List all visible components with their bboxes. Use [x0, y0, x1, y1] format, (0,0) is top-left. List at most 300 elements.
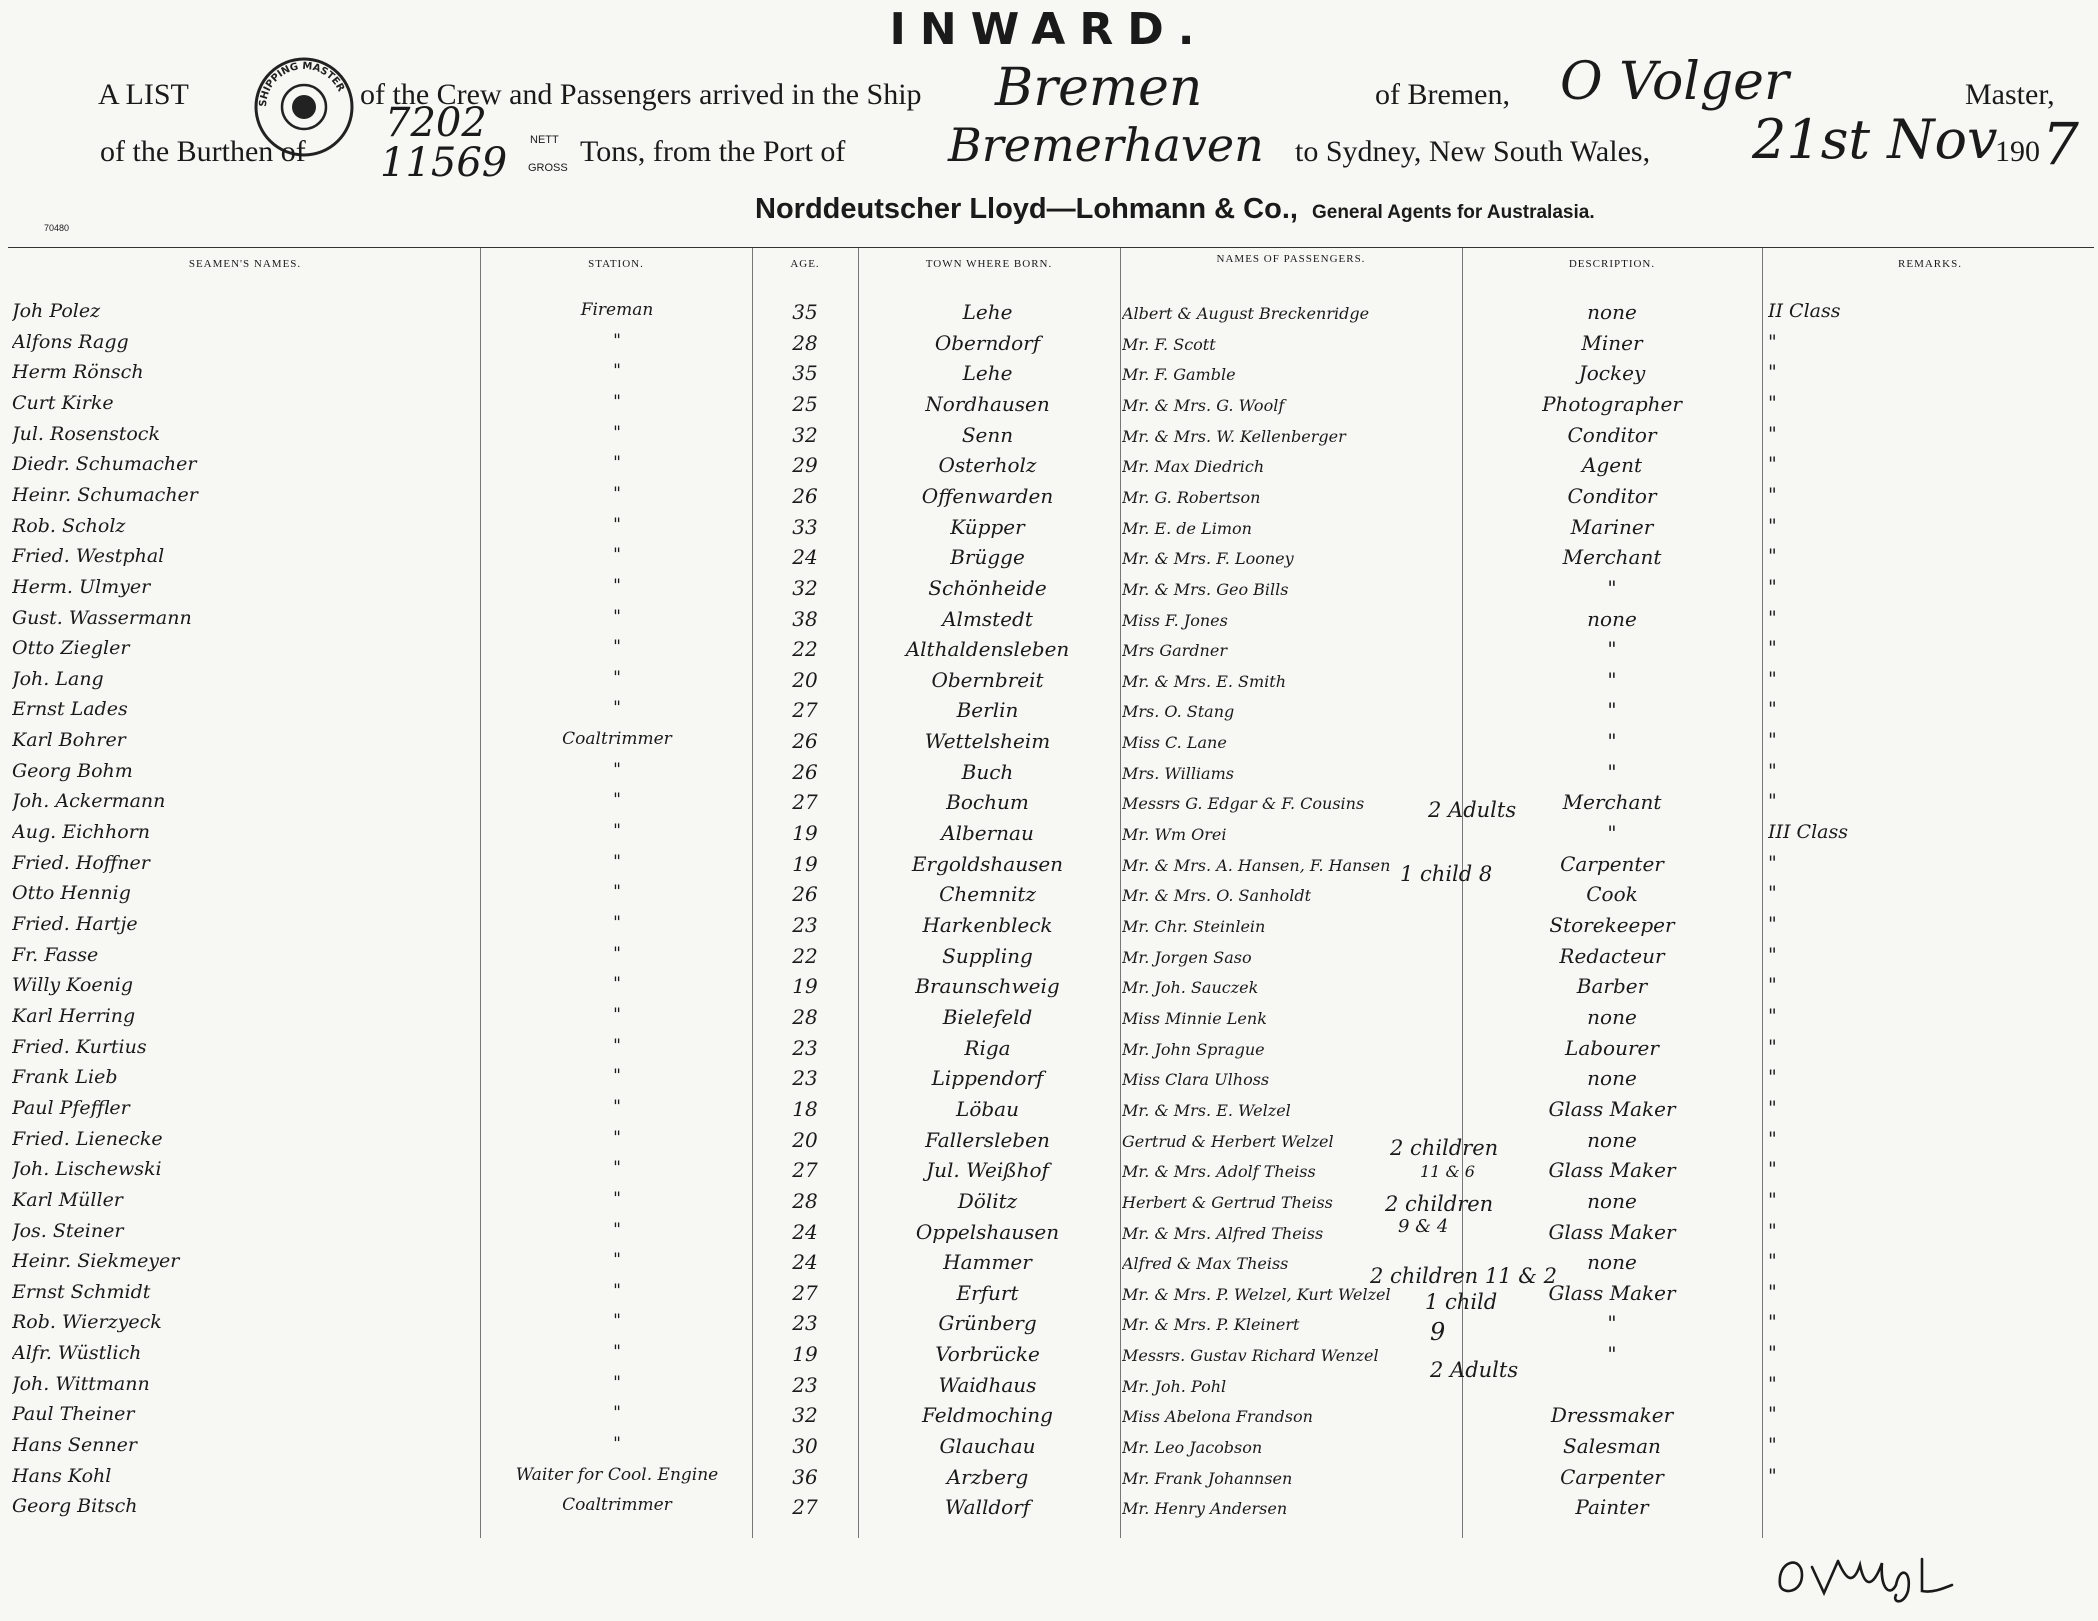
passenger-description: "	[1607, 1342, 1617, 1366]
passenger-description: "	[1607, 760, 1617, 784]
remark: "	[1768, 944, 1777, 966]
passenger-name: Mr. G. Robertson	[1122, 488, 1261, 507]
town-born: Brügge	[950, 545, 1025, 569]
seaman-name: Joh. Ackermann	[12, 790, 166, 812]
passenger-name: Mrs. O. Stang	[1122, 702, 1235, 721]
age: 26	[792, 760, 818, 784]
station: "	[613, 607, 621, 627]
age: 24	[792, 545, 818, 569]
town-born: Osterholz	[938, 453, 1037, 477]
ship-name: Bremen	[995, 58, 1203, 118]
agents-line	[755, 193, 1595, 226]
nett-label: NETT	[530, 134, 559, 146]
passenger-name: Mr. & Mrs. P. Kleinert	[1122, 1315, 1300, 1334]
seaman-name: Curt Kirke	[12, 392, 114, 414]
seaman-name: Fried. Hartje	[12, 913, 138, 935]
town-born: Almstedt	[942, 607, 1033, 631]
seaman-name: Heinr. Schumacher	[12, 484, 198, 506]
master-signature	[1772, 1545, 1972, 1605]
remark: "	[1768, 423, 1777, 445]
age: 20	[792, 668, 818, 692]
passenger-name: Mr. Jorgen Saso	[1122, 948, 1252, 967]
seaman-name: Frank Lieb	[12, 1066, 118, 1088]
age: 30	[792, 1434, 818, 1458]
town-born: Obernbreit	[931, 668, 1044, 692]
station: "	[613, 576, 621, 596]
passenger-description: Merchant	[1562, 790, 1662, 814]
station: "	[613, 453, 621, 473]
station: "	[613, 1189, 621, 1209]
passenger-name: Mr. & Mrs. E. Welzel	[1122, 1101, 1291, 1120]
town-born: Berlin	[956, 698, 1019, 722]
town-born: Braunschweig	[915, 974, 1060, 998]
remark: "	[1768, 607, 1777, 629]
year-suffix: 7	[2042, 110, 2079, 178]
town-born: Harkenbleck	[922, 913, 1053, 937]
town-born: Bielefeld	[942, 1005, 1033, 1029]
passenger-name: Miss Abelona Frandson	[1122, 1407, 1313, 1426]
note-child: 1 child 8	[1400, 862, 1493, 886]
seaman-name: Heinr. Siekmeyer	[12, 1250, 180, 1272]
age: 29	[792, 453, 818, 477]
passenger-description: Glass Maker	[1548, 1158, 1676, 1182]
passenger-description: "	[1607, 1311, 1617, 1335]
station: "	[613, 392, 621, 412]
port-name: Bremerhaven	[948, 118, 1264, 172]
passenger-name: Mr. F. Scott	[1122, 335, 1216, 354]
age: 28	[792, 1189, 818, 1213]
gross-tons: 11569	[380, 140, 508, 186]
passenger-name: Herbert & Gertrud Theiss	[1122, 1193, 1333, 1212]
town-born: Löbau	[956, 1097, 1019, 1121]
passenger-name: Mr. & Mrs. Adolf Theiss	[1122, 1162, 1316, 1181]
passenger-name: Mr. & Mrs. A. Hansen, F. Hansen	[1122, 856, 1391, 875]
seaman-name: Otto Hennig	[12, 882, 131, 904]
seaman-name: Aug. Eichhorn	[12, 821, 151, 843]
age: 32	[792, 1403, 818, 1427]
seaman-name: Fried. Hoffner	[12, 852, 150, 874]
note-children: 2 children	[1390, 1136, 1499, 1160]
note-adults: 2 Adults	[1428, 798, 1517, 822]
note-children-ages: 9 & 4	[1398, 1216, 1449, 1237]
town-born: Nordhausen	[925, 392, 1050, 416]
station: "	[613, 1403, 621, 1423]
remark: "	[1768, 331, 1777, 353]
town-born: Arzberg	[946, 1465, 1029, 1489]
town-born: Offenwarden	[921, 484, 1054, 508]
seaman-name: Hans Senner	[12, 1434, 137, 1456]
remark: "	[1768, 1311, 1777, 1333]
seaman-name: Joh. Lang	[12, 668, 104, 690]
passenger-name: Mr. Henry Andersen	[1122, 1499, 1288, 1518]
town-born: Chemnitz	[939, 882, 1036, 906]
remark: "	[1768, 1005, 1777, 1027]
age: 28	[792, 1005, 818, 1029]
note-children: 2 children	[1385, 1192, 1494, 1216]
remark: "	[1768, 1066, 1777, 1088]
station: Waiter for Cool. Engine	[515, 1465, 719, 1485]
station: "	[613, 821, 621, 841]
remark: "	[1768, 484, 1777, 506]
age: 22	[792, 637, 818, 661]
town-born: Dölitz	[957, 1189, 1018, 1213]
age: 32	[792, 423, 818, 447]
remark: "	[1768, 1342, 1777, 1364]
age: 23	[792, 913, 818, 937]
town-born: Oppelshausen	[915, 1220, 1060, 1244]
passenger-description: "	[1607, 729, 1617, 753]
station: "	[613, 1036, 621, 1056]
age: 26	[792, 484, 818, 508]
seaman-name: Georg Bohm	[12, 760, 133, 782]
station: "	[613, 882, 621, 902]
town-born: Jul. Weißhof	[926, 1158, 1049, 1182]
remark: "	[1768, 392, 1777, 414]
remark: "	[1768, 1465, 1777, 1487]
seaman-name: Rob. Scholz	[12, 515, 126, 537]
col-divider	[1120, 248, 1121, 1538]
passenger-name: Mr. Joh. Sauczek	[1122, 978, 1259, 997]
seaman-name: Diedr. Schumacher	[12, 453, 197, 475]
remark: III Class	[1768, 821, 1848, 843]
passenger-description: Photographer	[1542, 392, 1682, 416]
remark: "	[1768, 545, 1777, 567]
passenger-name: Mr. & Mrs. F. Looney	[1122, 549, 1294, 568]
passenger-description: "	[1607, 668, 1617, 692]
passenger-name: Messrs G. Edgar & F. Cousins	[1122, 794, 1365, 813]
passenger-name: Alfred & Max Theiss	[1122, 1254, 1289, 1273]
age: 23	[792, 1036, 818, 1060]
remark: "	[1768, 698, 1777, 720]
age: 27	[792, 790, 818, 814]
ship-registry: of Bremen,	[1375, 78, 1510, 111]
age: 20	[792, 1128, 818, 1152]
seaman-name: Fried. Lienecke	[12, 1128, 163, 1150]
note-child-age: 9	[1430, 1318, 1446, 1346]
passenger-description: "	[1607, 698, 1617, 722]
passenger-name: Mr. & Mrs. W. Kellenberger	[1122, 427, 1346, 446]
form-number: 70480	[44, 223, 70, 233]
passenger-name: Mr. Wm Orei	[1122, 825, 1227, 844]
age: 26	[792, 882, 818, 906]
town-born: Suppling	[942, 944, 1033, 968]
arrival-date: 21st Nov	[1752, 108, 1998, 171]
seaman-name: Fried. Kurtius	[12, 1036, 147, 1058]
remark: "	[1768, 760, 1777, 782]
age: 19	[792, 1342, 818, 1366]
station: "	[613, 790, 621, 810]
passenger-name: Gertrud & Herbert Welzel	[1122, 1132, 1334, 1151]
town-born: Vorbrücke	[935, 1342, 1040, 1366]
station: Fireman	[580, 300, 654, 320]
col-divider	[858, 248, 859, 1538]
burthen-label: of the Burthen of	[100, 135, 306, 168]
station: "	[613, 668, 621, 688]
passenger-description: Agent	[1582, 453, 1642, 477]
remark: "	[1768, 668, 1777, 690]
seaman-name: Gust. Wassermann	[12, 607, 192, 629]
town-born: Küpper	[950, 515, 1025, 539]
passenger-name: Miss Minnie Lenk	[1122, 1009, 1267, 1028]
passenger-description: "	[1607, 576, 1617, 600]
passenger-name: Mr. Leo Jacobson	[1122, 1438, 1263, 1457]
seaman-name: Otto Ziegler	[12, 637, 130, 659]
col-header-remarks: REMARKS.	[1898, 258, 1962, 270]
passenger-name: Miss Clara Ulhoss	[1122, 1070, 1270, 1089]
station: "	[613, 545, 621, 565]
col-divider	[480, 248, 481, 1538]
destination: to Sydney, New South Wales,	[1295, 135, 1651, 168]
passenger-description: Glass Maker	[1548, 1097, 1676, 1121]
station: "	[613, 944, 621, 964]
passenger-name: Miss F. Jones	[1122, 611, 1228, 630]
col-divider	[752, 248, 753, 1538]
passenger-description: Redacteur	[1559, 944, 1665, 968]
passenger-description: Jockey	[1578, 361, 1646, 385]
passenger-description: Conditor	[1567, 484, 1657, 508]
station: "	[613, 1158, 621, 1178]
age: 19	[792, 974, 818, 998]
seaman-name: Alfons Ragg	[12, 331, 129, 353]
passenger-description: Dressmaker	[1550, 1403, 1674, 1427]
seaman-name: Ernst Schmidt	[12, 1281, 151, 1303]
station: "	[613, 331, 621, 351]
age: 19	[792, 852, 818, 876]
age: 38	[792, 607, 818, 631]
seaman-name: Jul. Rosenstock	[12, 423, 160, 445]
table-top-rule	[8, 247, 2094, 248]
town-born: Lehe	[962, 361, 1013, 385]
town-born: Feldmoching	[922, 1403, 1053, 1427]
year-prefix: 190	[1995, 135, 2040, 168]
remark: "	[1768, 1220, 1777, 1242]
col-header-station: STATION.	[588, 258, 644, 270]
passenger-name: Mr. John Sprague	[1122, 1040, 1265, 1059]
header-list-label: A LIST	[98, 78, 189, 111]
remark: "	[1768, 453, 1777, 475]
passenger-name: Mr. & Mrs. E. Smith	[1122, 672, 1287, 691]
seaman-name: Hans Kohl	[12, 1465, 112, 1487]
passenger-name: Mr. & Mrs. P. Welzel, Kurt Welzel	[1122, 1285, 1391, 1304]
station: "	[613, 1128, 621, 1148]
remark: "	[1768, 882, 1777, 904]
passenger-description: Carpenter	[1560, 1465, 1664, 1489]
passenger-name: Albert & August Breckenridge	[1122, 304, 1370, 323]
town-born: Oberndorf	[934, 331, 1041, 355]
nett-tons: 7202	[385, 100, 487, 146]
passenger-name: Mr. Joh. Pohl	[1122, 1377, 1227, 1396]
agents-name: Norddeutscher Lloyd—Lohmann & Co.,	[755, 193, 1298, 225]
station: "	[613, 515, 621, 535]
tons-port-label: Tons, from the Port of	[580, 135, 846, 168]
agents-region: General Agents for Australasia.	[1311, 202, 1595, 223]
town-born: Buch	[961, 760, 1014, 784]
town-born: Riga	[964, 1036, 1011, 1060]
seaman-name: Fried. Westphal	[12, 545, 165, 567]
age: 24	[792, 1250, 818, 1274]
town-born: Ergoldshausen	[911, 852, 1064, 876]
town-born: Grünberg	[938, 1311, 1037, 1335]
seaman-name: Ernst Lades	[12, 698, 128, 720]
seaman-name: Herm. Ulmyer	[12, 576, 151, 598]
town-born: Erfurt	[956, 1281, 1019, 1305]
town-born: Schönheide	[928, 576, 1047, 600]
station: "	[613, 484, 621, 504]
passenger-name: Mr. & Mrs. O. Sanholdt	[1122, 886, 1312, 905]
remark: "	[1768, 1128, 1777, 1150]
remark: "	[1768, 1403, 1777, 1425]
seaman-name: Paul Theiner	[12, 1403, 135, 1425]
town-born: Albernau	[941, 821, 1034, 845]
age: 36	[792, 1465, 818, 1489]
seaman-name: Karl Müller	[12, 1189, 123, 1211]
passenger-description: Carpenter	[1560, 852, 1664, 876]
passenger-description: none	[1587, 1250, 1637, 1274]
town-born: Hammer	[943, 1250, 1032, 1274]
passenger-description: Cook	[1586, 882, 1638, 906]
remark: "	[1768, 913, 1777, 935]
town-born: Bochum	[946, 790, 1029, 814]
remark: "	[1768, 1281, 1777, 1303]
age: 23	[792, 1311, 818, 1335]
seaman-name: Fr. Fasse	[12, 944, 99, 966]
passenger-description: none	[1587, 1189, 1637, 1213]
age: 27	[792, 1495, 818, 1519]
remark: "	[1768, 361, 1777, 383]
col-header-passengers: NAMES OF PASSENGERS.	[1216, 253, 1366, 265]
passenger-description: Glass Maker	[1548, 1281, 1676, 1305]
passenger-description: none	[1587, 607, 1637, 631]
remark: "	[1768, 576, 1777, 598]
remark: II Class	[1768, 300, 1841, 322]
note-child: 1 child	[1425, 1290, 1498, 1314]
station: "	[613, 423, 621, 443]
age: 27	[792, 1281, 818, 1305]
remark: "	[1768, 852, 1777, 874]
station: "	[613, 1250, 621, 1270]
seaman-name: Karl Herring	[12, 1005, 136, 1027]
remark: "	[1768, 1373, 1777, 1395]
station: "	[613, 1005, 621, 1025]
station: "	[613, 1373, 621, 1393]
town-born: Althaldensleben	[905, 637, 1070, 661]
passenger-description: Painter	[1575, 1495, 1649, 1519]
passenger-description: Conditor	[1567, 423, 1657, 447]
col-header-seamen: SEAMEN'S NAMES.	[188, 258, 302, 270]
station: "	[613, 1220, 621, 1240]
seaman-name: Herm Rönsch	[12, 361, 144, 383]
passenger-name: Mr. Frank Johannsen	[1122, 1469, 1293, 1488]
passenger-description: Merchant	[1562, 545, 1662, 569]
age: 27	[792, 698, 818, 722]
age: 23	[792, 1373, 818, 1397]
passenger-description: Miner	[1581, 331, 1643, 355]
header-list-text: of the Crew and Passengers arrived in the Ship	[360, 78, 922, 111]
remark: "	[1768, 729, 1777, 751]
note-children: 2 children 11 & 2	[1370, 1264, 1557, 1288]
seaman-name: Joh. Lischewski	[12, 1158, 162, 1180]
remark: "	[1768, 974, 1777, 996]
town-born: Glauchau	[939, 1434, 1036, 1458]
station: "	[613, 913, 621, 933]
seaman-name: Joh Polez	[12, 300, 101, 322]
age: 19	[792, 821, 818, 845]
age: 23	[792, 1066, 818, 1090]
town-born: Walldorf	[944, 1495, 1031, 1519]
station: "	[613, 1311, 621, 1331]
remark: "	[1768, 1250, 1777, 1272]
age: 26	[792, 729, 818, 753]
remark: "	[1768, 1434, 1777, 1456]
station: "	[613, 1434, 621, 1454]
passenger-description: none	[1587, 300, 1637, 324]
town-born: Lippendorf	[931, 1066, 1044, 1090]
note-adults: 2 Adults	[1430, 1358, 1519, 1382]
station: "	[613, 361, 621, 381]
town-born: Waidhaus	[938, 1373, 1037, 1397]
remark: "	[1768, 1036, 1777, 1058]
town-born: Wettelsheim	[924, 729, 1051, 753]
age: 24	[792, 1220, 818, 1244]
age: 22	[792, 944, 818, 968]
remark: "	[1768, 515, 1777, 537]
age: 33	[792, 515, 818, 539]
master-name: O Volger	[1560, 52, 1789, 112]
age: 35	[792, 300, 818, 324]
age: 28	[792, 331, 818, 355]
passenger-name: Mr. Chr. Steinlein	[1122, 917, 1266, 936]
passenger-name: Mr. F. Gamble	[1122, 365, 1236, 384]
station: "	[613, 1066, 621, 1086]
passenger-name: Mrs Gardner	[1122, 641, 1227, 660]
document-title: INWARD.	[889, 4, 1209, 55]
passenger-description: Mariner	[1570, 515, 1654, 539]
seaman-name: Rob. Wierzyeck	[12, 1311, 162, 1333]
station: "	[613, 698, 621, 718]
passenger-name: Mr. E. de Limon	[1122, 519, 1252, 538]
col-header-description: DESCRIPTION.	[1568, 258, 1656, 270]
passenger-name: Mr. & Mrs. Alfred Theiss	[1122, 1224, 1324, 1243]
col-header-town: TOWN WHERE BORN.	[925, 258, 1053, 270]
age: 25	[792, 392, 818, 416]
remark: "	[1768, 790, 1777, 812]
seaman-name: Willy Koenig	[12, 974, 134, 996]
remark: "	[1768, 637, 1777, 659]
svg-text:SHIPPING MASTER: SHIPPING MASTER	[257, 60, 347, 108]
col-header-age: AGE.	[790, 258, 820, 270]
passenger-description: none	[1587, 1128, 1637, 1152]
col-divider	[1762, 248, 1763, 1538]
station: "	[613, 760, 621, 780]
station: "	[613, 1342, 621, 1362]
station: "	[613, 974, 621, 994]
seaman-name: Joh. Wittmann	[12, 1373, 150, 1395]
passenger-description: Salesman	[1563, 1434, 1661, 1458]
station: Coaltrimmer	[562, 1495, 672, 1515]
age: 27	[792, 1158, 818, 1182]
passenger-name: Miss C. Lane	[1122, 733, 1227, 752]
seaman-name: Georg Bitsch	[12, 1495, 138, 1517]
remark: "	[1768, 1097, 1777, 1119]
passenger-description: "	[1607, 821, 1617, 845]
seaman-name: Alfr. Wüstlich	[12, 1342, 142, 1364]
note-children-ages: 11 & 6	[1420, 1162, 1475, 1181]
passenger-description: "	[1607, 637, 1617, 661]
age: 18	[792, 1097, 818, 1121]
passenger-description: Storekeeper	[1549, 913, 1675, 937]
passenger-description: Glass Maker	[1548, 1220, 1676, 1244]
master-label: Master,	[1965, 78, 2055, 111]
